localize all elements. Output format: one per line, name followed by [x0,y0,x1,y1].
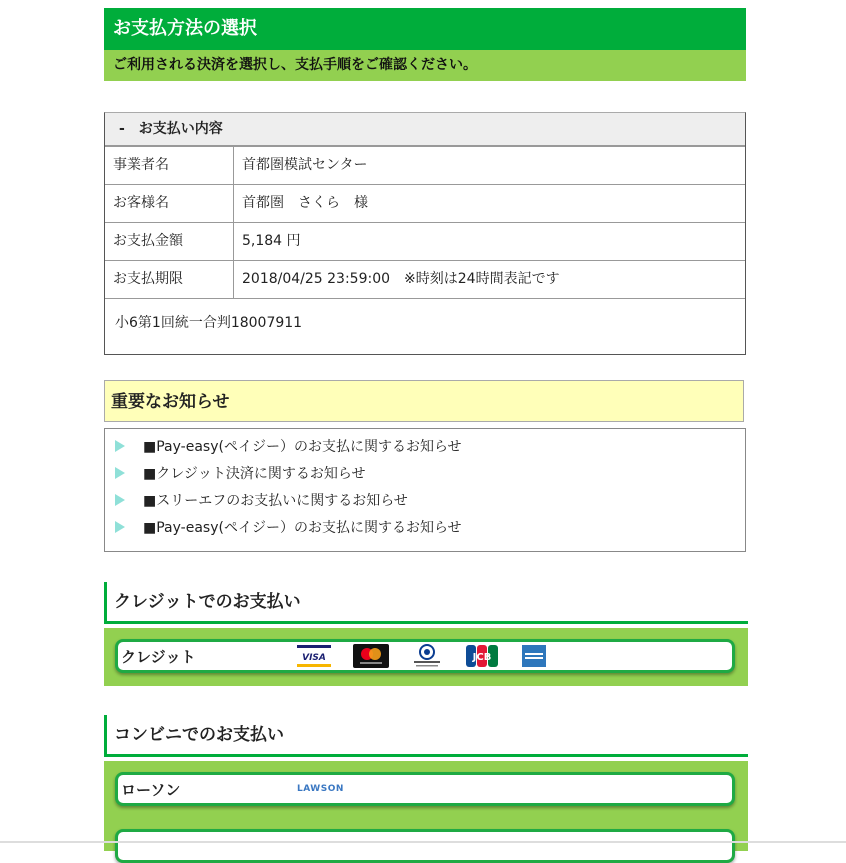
notice-item[interactable] [105,515,745,542]
convenience-section-heading: コンビニでのお支払い [104,715,748,757]
page-subtitle: ご利用される決済を選択し、支払手順をご確認ください。 [104,50,746,81]
info-value: 首都圏 さくら 様 [242,195,368,211]
notice-item[interactable] [105,434,745,461]
notice-link[interactable]: ■Pay-easy(ペイジー）のお支払に関するお知らせ [143,520,462,536]
notice-item[interactable] [105,488,745,515]
info-value: 首都圏模試センター [242,157,368,173]
payment-info-table [104,112,746,355]
notice-heading: 重要なお知らせ [104,380,744,422]
info-note: 小6第1回統一合判18007911 [115,315,303,331]
page-title: お支払方法の選択 [104,8,746,50]
info-row-deadline [105,261,745,299]
visa-logo-icon [297,645,331,667]
triangle-bullet-icon [115,440,125,452]
payment-page [104,8,746,799]
diners-club-logo-icon [411,643,443,669]
info-value: 5,184 円 [242,233,301,249]
lawson-pay-label: ローソン [121,780,181,799]
mastercard-logo-icon [353,644,389,668]
svg-text:VISA: VISA [302,653,326,663]
svg-text:JCB: JCB [472,652,492,663]
info-row-customer [105,185,745,223]
jcb-logo-icon [465,644,499,668]
notice-list [104,428,746,552]
amex-logo-icon [521,644,547,668]
triangle-bullet-icon [115,494,125,506]
info-label: お客様名 [105,185,234,222]
notice-link[interactable]: ■Pay-easy(ペイジー）のお支払に関するお知らせ [143,439,462,455]
payment-info-heading[interactable]: - お支払い内容 [105,113,745,147]
info-row-business [105,147,745,185]
lawson-pay-button[interactable] [115,772,735,806]
convenience-section [104,761,748,851]
credit-pay-button[interactable] [115,639,735,673]
notice-item[interactable] [105,461,745,488]
credit-pay-label: クレジット [121,647,196,666]
info-value: 2018/04/25 23:59:00 ※時刻は24時間表記です [242,271,560,287]
credit-section [104,628,748,686]
info-label: お支払金額 [105,223,234,260]
info-label: 事業者名 [105,147,234,184]
lawson-logo: LAWSON [297,784,344,794]
next-pay-button[interactable] [115,829,735,863]
notice-link[interactable]: ■クレジット決済に関するお知らせ [143,466,366,482]
notice-link[interactable]: ■スリーエフのお支払いに関するお知らせ [143,493,408,509]
triangle-bullet-icon [115,521,125,533]
credit-section-heading: クレジットでのお支払い [104,582,748,624]
info-label: お支払期限 [105,261,234,298]
triangle-bullet-icon [115,467,125,479]
info-row-amount [105,223,745,261]
